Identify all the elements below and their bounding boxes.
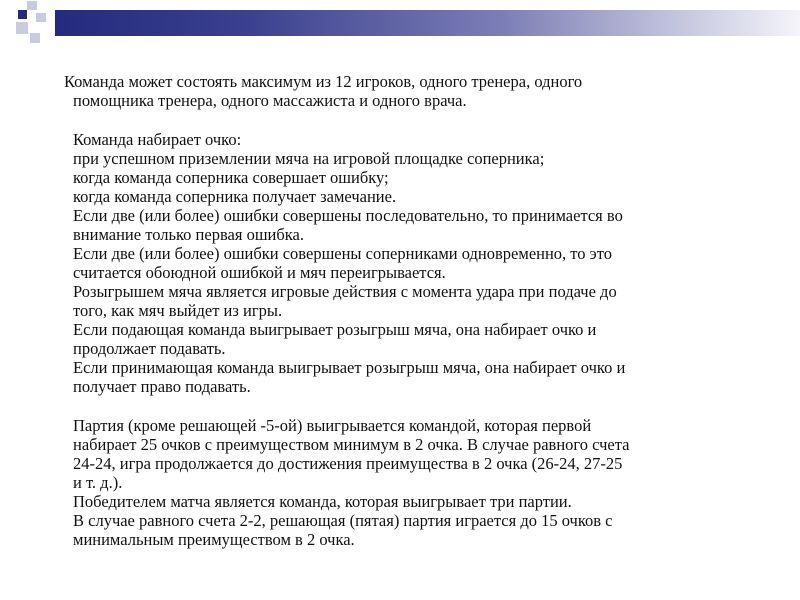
text-line: того, как мяч выйдет из игры. <box>73 301 283 320</box>
text-line: когда команда соперника получает замечание. <box>73 187 397 206</box>
text-line: помощника тренера, одного массажиста и одного врача. <box>73 91 467 110</box>
text-line: получает право подавать. <box>73 377 251 396</box>
text-line: Розыгрышем мяча является игровые действия с момента удара при подаче до <box>73 282 617 301</box>
text-line: Команда может состоять максимум из 12 игроков, одного тренера, одного <box>64 72 583 91</box>
text-line: Если две (или более) ошибки совершены последовательно, то принимается во <box>73 206 623 225</box>
text-line: 24-24, игра продолжается до достижения преимущества в 2 очка (26-24, 27-25 <box>73 454 623 473</box>
text-line: продолжает подавать. <box>73 339 226 358</box>
text-line: при успешном приземлении мяча на игровой площадке соперника; <box>73 149 545 168</box>
text-line: Если две (или более) ошибки совершены соперниками одновременно, то это <box>73 244 612 263</box>
text-line: внимание только первая ошибка. <box>73 225 304 244</box>
text-line: набирает 25 очков с преимуществом минимум в 2 очка. В случае равного счета <box>73 435 630 454</box>
text-line: Победителем матча является команда, которая выигрывает три партии. <box>73 492 572 511</box>
text-line: когда команда соперника совершает ошибку; <box>73 168 389 187</box>
text-line: и т. д.). <box>73 473 123 492</box>
text-line: Если подающая команда выигрывает розыгрыш мяча, она набирает очко и <box>73 320 597 339</box>
text-line: Команда набирает очко: <box>73 130 242 149</box>
text-line: Если принимающая команда выигрывает розыгрыш мяча, она набирает очко и <box>73 358 626 377</box>
text-line: считается обоюдной ошибкой и мяч переигрывается. <box>73 263 446 282</box>
text-line: Партия (кроме решающей -5-ой) выигрывается командой, которая первой <box>73 416 592 435</box>
text-line: минимальным преимуществом в 2 очка. <box>73 530 355 549</box>
text-line: В случае равного счета 2-2, решающая (пятая) партия играется до 15 очков с <box>73 511 613 530</box>
